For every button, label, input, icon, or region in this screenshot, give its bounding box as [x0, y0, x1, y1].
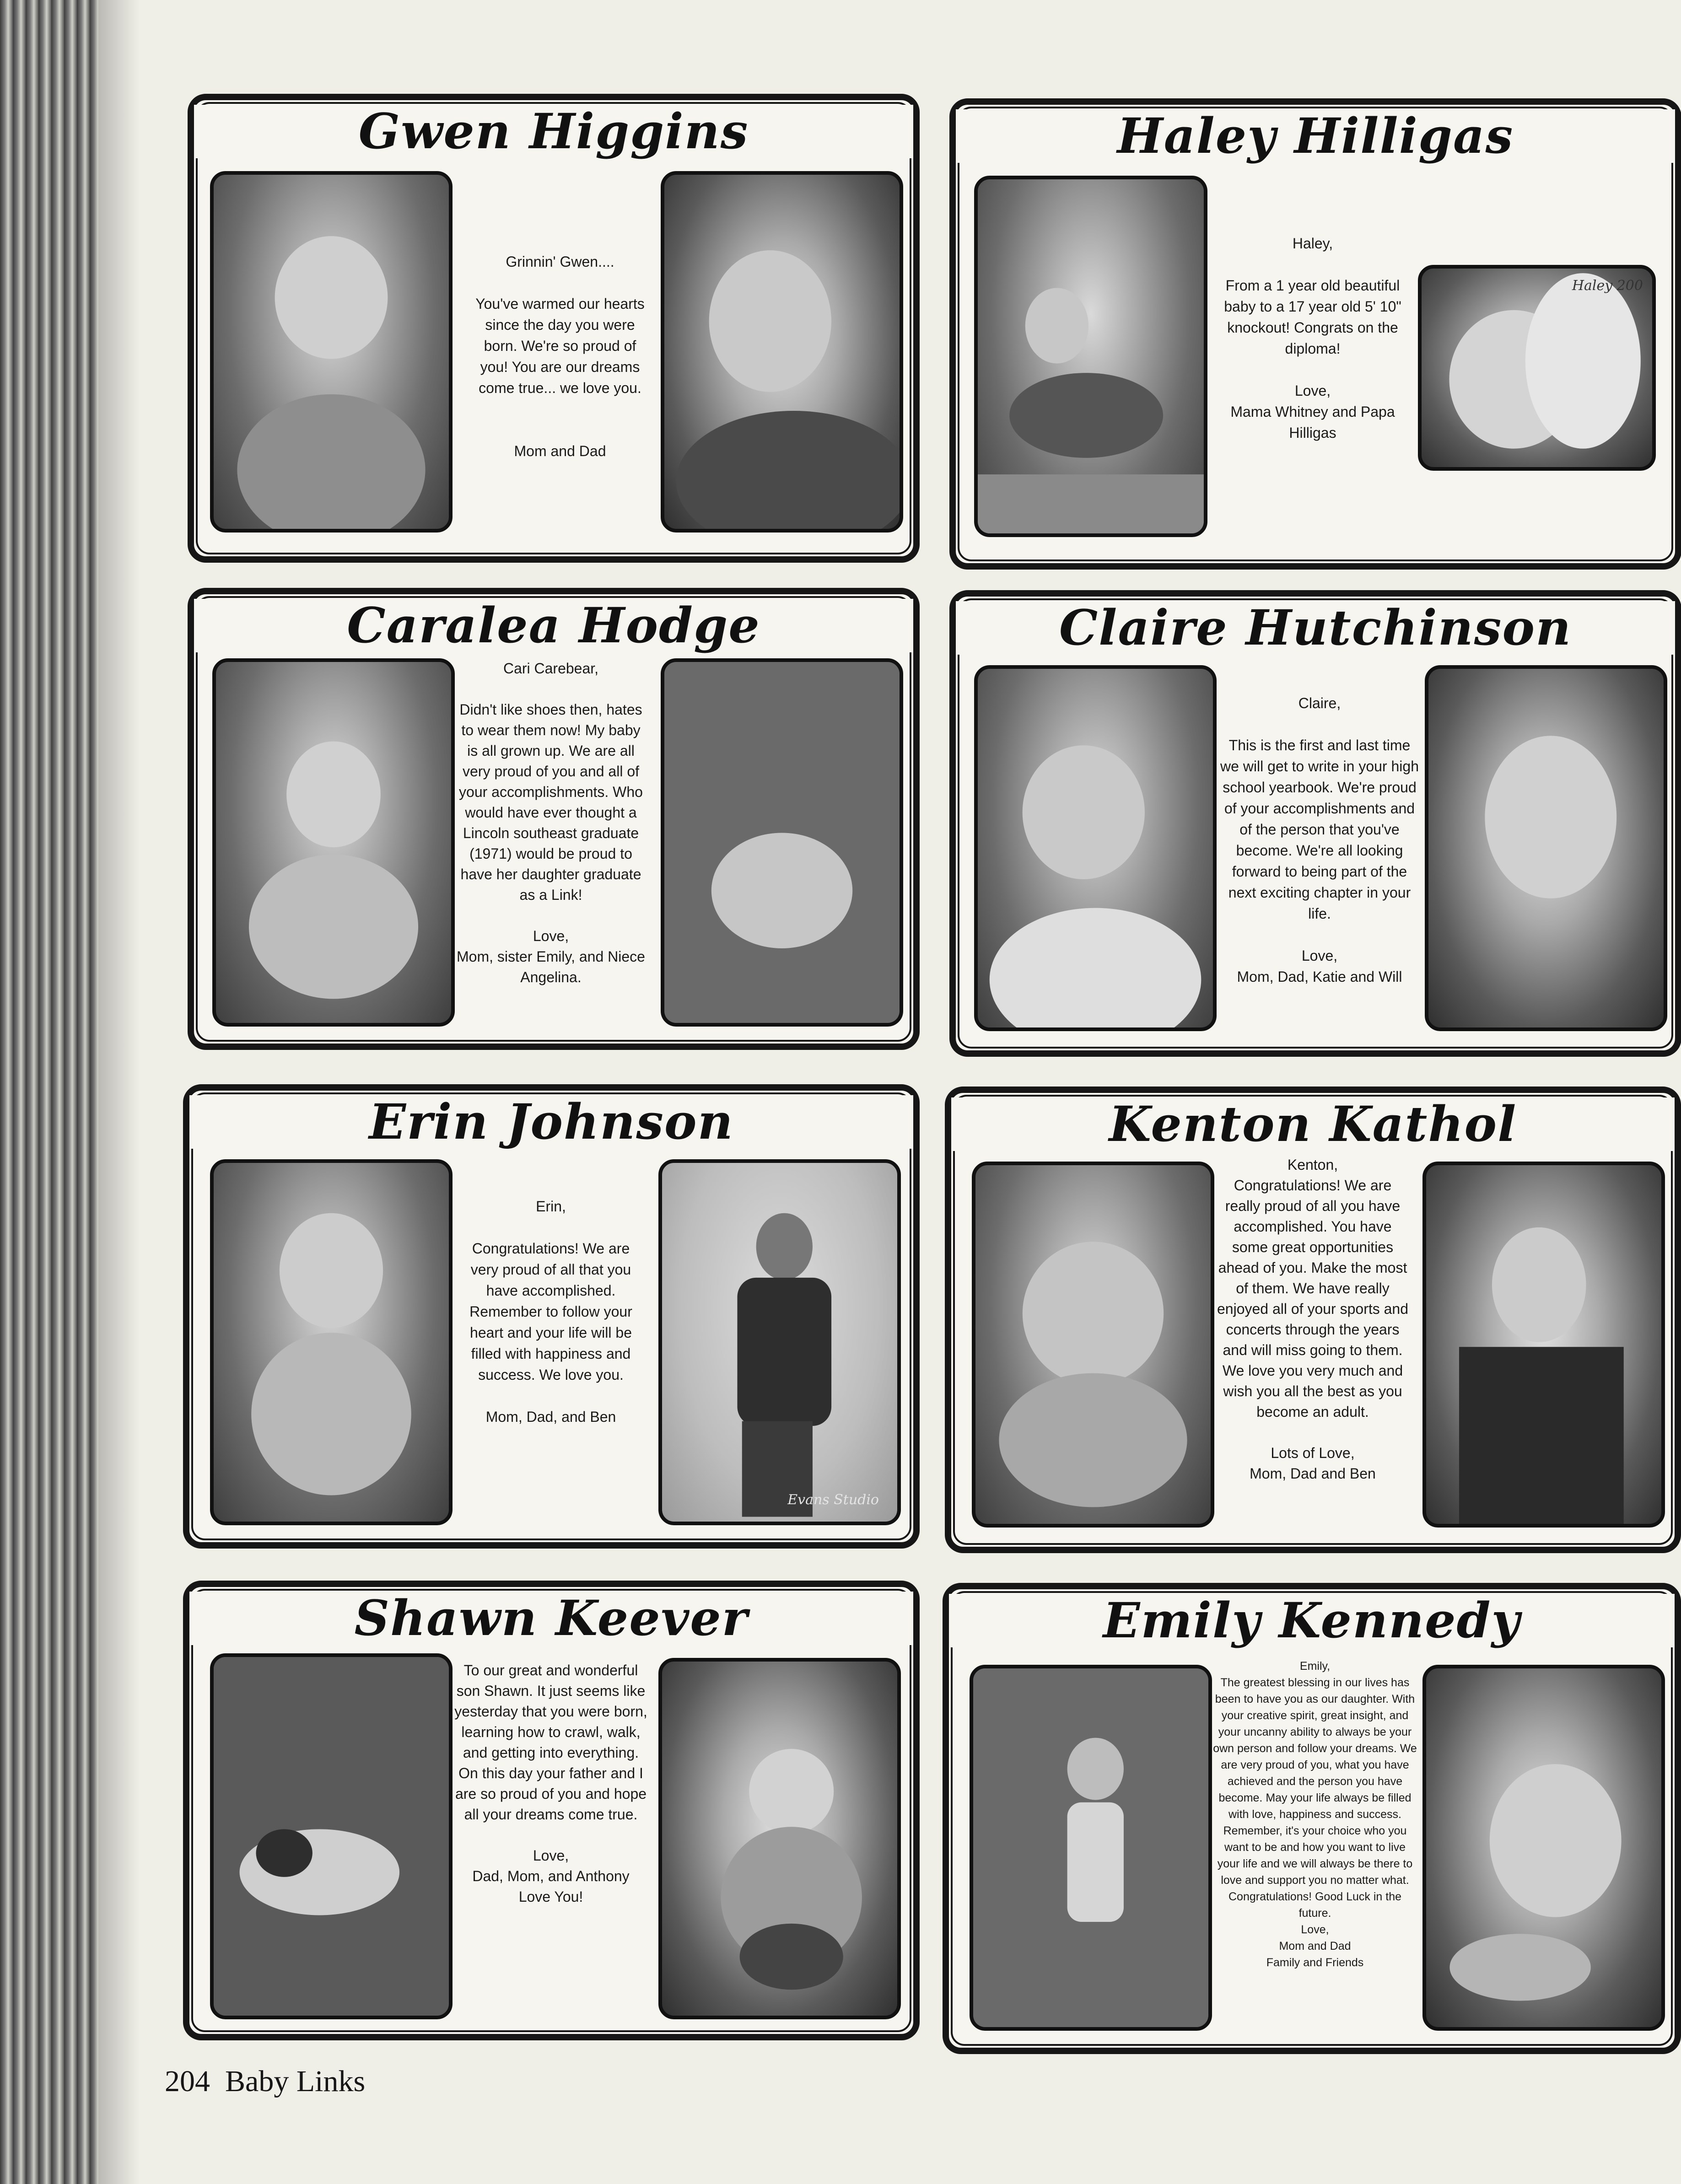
ad-message: To our great and wonderful son Shawn. It just seems like yesterday that you were born, learning how to crawl, walk, and getting into everything. On this day your father and I are so proud of you and hope all your dreams come true. Love, Dad, Mom, and Anthony Love You!: [454, 1662, 647, 1905]
senior-photo: [1422, 1162, 1665, 1528]
ad-message: Kenton, Congratulations! We are really proud of all you have accomplished. You have some great opportunities ahead of you. Make the most of them. We have really enjoyed all of your sports and concerts through the years and will miss going to them. We love you very much and wish you all the best as you become an adult. Lots of Love, Mom, Dad and Ben: [1217, 1157, 1409, 1482]
ad-panel-haley-hilligas: [949, 98, 1681, 570]
ad-message: Claire, This is the first and last time we will get to write in your high school yearbook. We're proud of your accomplishments and of the person that you've become. We're all looking forward to being part of the next exciting chapter in your life. Love, Mom, Dad, Katie and Will: [1220, 695, 1419, 985]
section-title: Baby Links: [225, 2065, 366, 2098]
ad-panel-caralea-hodge: [188, 588, 920, 1050]
ad-panel-erin-johnson: [183, 1084, 920, 1549]
photo-credit: Evans Studio: [787, 1492, 879, 1508]
ad-panel-gwen-higgins: [188, 94, 920, 563]
baby-photo: [212, 658, 455, 1027]
ad-name-title: Claire Hutchinson: [956, 601, 1675, 655]
ad-name-title: Kenton Kathol: [951, 1097, 1675, 1151]
baby-photo: [210, 1653, 453, 2019]
ad-message: Erin, Congratulations! We are very proud of all that you have accomplished. Remember to follow your heart and your life will be filled with happiness and success. We love you. Mom, Dad, and Ben: [469, 1198, 632, 1425]
page-binding-edge: [0, 0, 98, 2184]
ad-name-title: Caralea Hodge: [194, 599, 913, 652]
ad-panel-claire-hutchinson: [949, 590, 1681, 1057]
ad-name-title: Emily Kennedy: [949, 1594, 1675, 1647]
page-number: 204: [165, 2065, 210, 2098]
baby-photo: [210, 1159, 453, 1525]
ad-panel-emily-kennedy: [943, 1583, 1681, 2054]
senior-photo: [1422, 1665, 1665, 2031]
ad-message: Emily, The greatest blessing in our lives has been to have you as our daughter. With your creative spirit, great insight, and your uncanny ability to always be your own person and follow your dreams. We are very proud of you, what you have achieved and the person you have become. May your life always be filled with love, happiness and success. Remember, it's your choice who you want to be and how you want to live your life and we will always be there to love and support you no matter what. Congratulations! Good Luck in the future. Love, Mom and Dad Family and Friends: [1213, 1660, 1417, 1969]
page-gutter-shadow: [98, 0, 140, 2184]
senior-photo: [661, 658, 903, 1027]
page-footer: [165, 2064, 365, 2099]
ad-message: Cari Carebear, Didn't like shoes then, hates to wear them now! My baby is all grown up. We are all very proud of you and all of your accomplishments. Who would have ever thought a Lincoln southeast graduate (1971) would be proud to have her daughter graduate as a Link! Love, Mom, sister Emily, and Niece Angelina.: [457, 660, 645, 985]
ad-name-title: Shawn Keever: [189, 1592, 913, 1645]
ad-message: Grinnin' Gwen.... You've warmed our hearts since the day you were born. We're so proud of you! You are our dreams come true... we love you. Mom and Dad: [475, 253, 645, 459]
ad-name-title: Gwen Higgins: [194, 105, 913, 158]
ad-message: Haley, From a 1 year old beautiful baby to a 17 year old 5' 10" knockout! Congrats on the diploma! Love, Mama Whitney and Papa Hilligas: [1224, 235, 1401, 441]
ad-panel-shawn-keever: [183, 1581, 920, 2040]
photo-caption: Haley 200: [1572, 278, 1643, 294]
senior-photo: [661, 171, 903, 533]
ad-name-title: Haley Hilligas: [956, 109, 1675, 163]
ad-name-title: Erin Johnson: [189, 1095, 913, 1149]
senior-photo: [658, 1159, 901, 1525]
baby-photo: [210, 171, 453, 533]
baby-photo: [970, 1665, 1212, 2031]
baby-photo: [974, 665, 1217, 1031]
senior-photo: [1418, 265, 1656, 471]
ad-panel-kenton-kathol: [945, 1087, 1681, 1553]
second-baby-photo: [658, 1658, 901, 2019]
senior-photo: [1425, 665, 1667, 1031]
baby-photo: [974, 176, 1207, 537]
baby-photo: [972, 1162, 1214, 1528]
